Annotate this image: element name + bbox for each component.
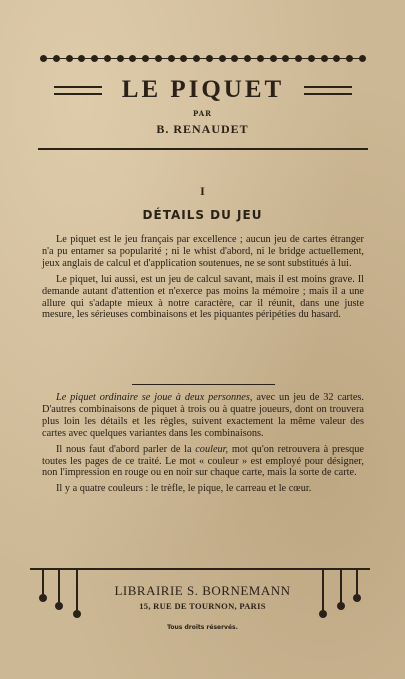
paragraph-4-emphasis: couleur, bbox=[195, 443, 229, 455]
title-row bbox=[40, 76, 366, 106]
paragraph-4-before: Il nous faut d'abord parler de la bbox=[56, 443, 196, 455]
rules-text bbox=[42, 392, 364, 495]
book-title: LE PIQUET bbox=[121, 76, 285, 103]
section-divider bbox=[132, 384, 275, 385]
paragraph-4 bbox=[42, 444, 364, 480]
paragraph-4-after: mot qu'on retrouvera à presque toutes les pages de ce traité. Le mot « couleur » est employé pour désigner, non l'impression en rouge ou en noir sur chaque carte, mais la sorte de carte. bbox=[42, 443, 364, 479]
header-divider bbox=[38, 148, 368, 150]
paragraph-3 bbox=[42, 392, 364, 440]
author-name: B. RENAUDET bbox=[156, 122, 249, 136]
paragraph-3-lead: Le piquet ordinaire se joue à deux personnes, bbox=[56, 392, 253, 403]
publisher-name: LIBRAIRIE S. BORNEMANN bbox=[114, 583, 291, 598]
dotted-ornament-rule bbox=[40, 52, 366, 66]
section-heading: DÉTAILS DU JEU bbox=[142, 208, 263, 222]
by-line: PAR bbox=[192, 109, 212, 118]
paragraph-2: Le piquet, lui aussi, est un jeu de calcul savant, mais il est moins grave. Il demande autant d'attention et n'exerce pas moins la mémoire ; mais il a une allure qui s'adapte mieux à notre caractère, car il réunit, dans une juste mesure, les sérieuses combinaisons et les piquantes péripéties du hasard. bbox=[42, 273, 364, 321]
title-ornament-right bbox=[304, 86, 352, 100]
paragraph-3-rest: avec un jeu de 32 cartes. D'autres combinaisons de piquet à trois ou à quatre joueurs, dont on trouvera plus loin les détails et les règles, suivent exactement la même valeur des cartes avec quelques variantes dans les combinaisons. bbox=[42, 392, 364, 439]
chapter-number: I bbox=[200, 184, 205, 198]
paragraph-1: Le piquet est le jeu français par excellence ; aucun jeu de cartes étranger n'a pu entamer sa popularité ; ni le whist d'abord, ni le bridge actuellement, jeux anglais de calcul et d'application soutenues, ne se sont substitués à lui. bbox=[42, 234, 364, 269]
rights-notice: Tous droits réservés. bbox=[167, 624, 238, 631]
intro-text bbox=[42, 234, 364, 321]
paragraph-5: Il y a quatre couleurs : le trèfle, le pique, le carreau et le cœur. bbox=[56, 483, 312, 495]
ornament-dots bbox=[40, 52, 366, 62]
footer-rule bbox=[30, 568, 370, 570]
publisher-address: 15, RUE DE TOURNON, PARIS bbox=[139, 601, 266, 611]
